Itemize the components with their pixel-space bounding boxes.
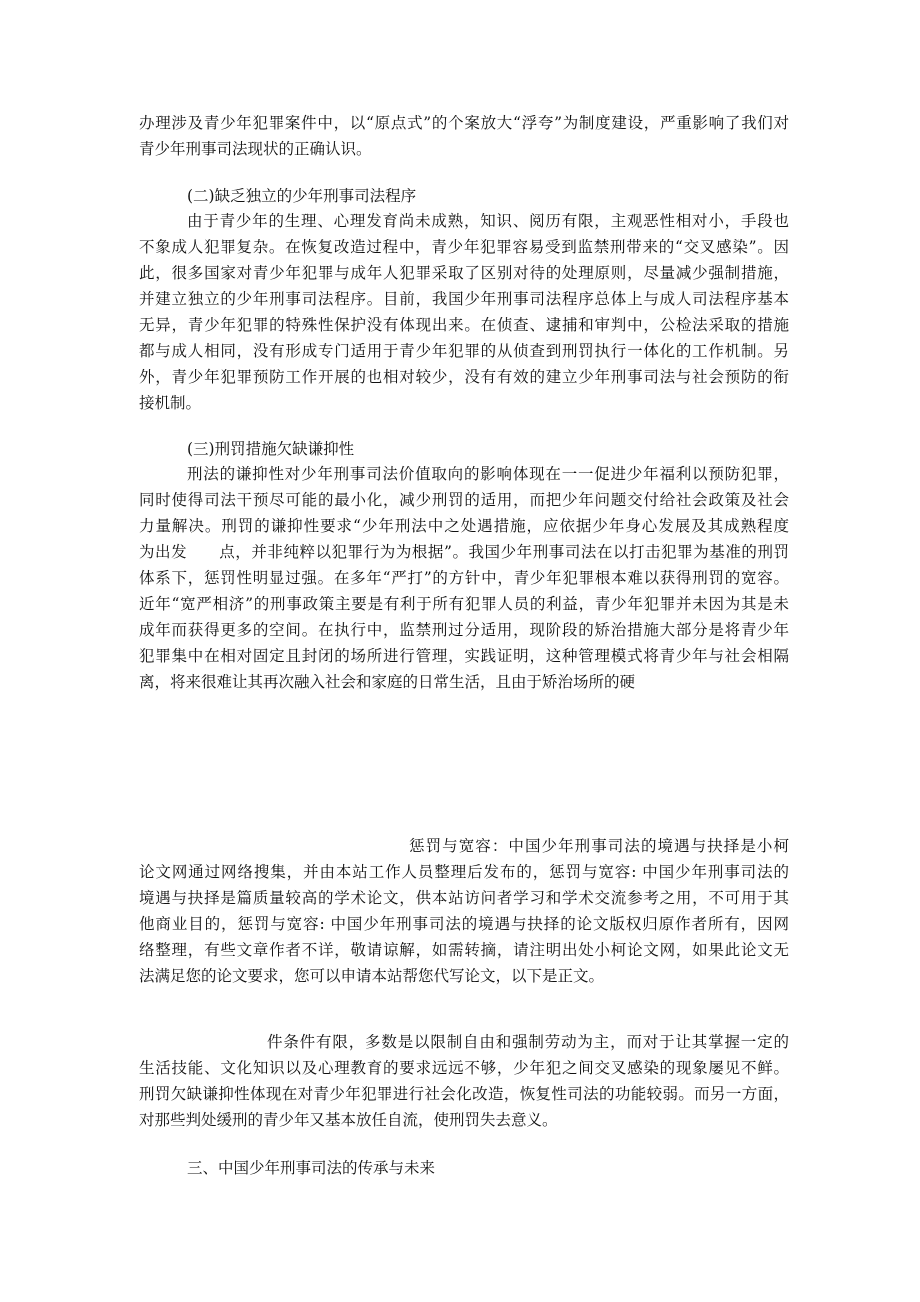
notice-line: 惩罚与宽容：中国少年刑事司法的境遇与抉择是小柯 xyxy=(409,837,789,855)
section-heading: 三、中国少年刑事司法的传承与未来 xyxy=(187,1159,436,1177)
paragraph-line: 近年“宽严相济”的刑事政策主要是有利于所有犯罪人员的利益，青少年犯罪并未因为其是未 xyxy=(139,595,789,613)
section-heading: (三)刑罚措施欠缺谦抑性 xyxy=(187,440,355,458)
paragraph-line: 不象成人犯罪复杂。在恢复改造过程中，青少年犯罪容易受到监禁刑带来的“交叉感染”。因 xyxy=(139,238,789,256)
paragraph-line: 对那些判处缓刑的青少年又基本放任自流，使刑罚失去意义。 xyxy=(139,1111,558,1129)
paragraph-line: 接机制。 xyxy=(139,394,202,412)
notice-line: 境遇与抉择是篇质量较高的学术论文，供本站访问者学习和学术交流参考之用，不可用于其 xyxy=(139,889,789,907)
paragraph-line: 力量解决。刑罚的谦抑性要求“少年刑法中之处遇措施，应依据少年身心发展及其成熟程度 xyxy=(139,517,789,535)
paragraph-line: 体系下，惩罚性明显过强。在多年“严打”的方针中，青少年犯罪根本难以获得刑罚的宽容。 xyxy=(139,569,789,587)
notice-line: 论文网通过网络搜集，并由本站工作人员整理后发布的，惩罚与宽容: 中国少年刑事司法的 xyxy=(139,863,789,881)
paragraph-line: 刑罚欠缺谦抑性体现在对青少年犯罪进行社会化改造，恢复性司法的功能较弱。而另一方面， xyxy=(139,1085,789,1103)
paragraph-line: 成年而获得更多的空间。在执行中，监禁刑过分适用，现阶段的矫治措施大部分是将青少年 xyxy=(139,621,789,639)
paragraph-line: 青少年刑事司法现状的正确认识。 xyxy=(139,140,372,158)
paragraph-line: 外，青少年犯罪预防工作开展的也相对较少，没有有效的建立少年刑事司法与社会预防的衔 xyxy=(139,368,789,386)
paragraph-line: 刑法的谦抑性对少年刑事司法价值取向的影响体现在一一促进少年福利以预防犯罪， xyxy=(187,465,789,483)
paragraph-line: 犯罪集中在相对固定且封闭的场所进行管理，实践证明，这种管理模式将青少年与社会相隔 xyxy=(139,647,789,665)
notice-line: 他商业目的，惩罚与宽容: 中国少年刑事司法的境遇与抉择的论文版权归原作者所有，因网 xyxy=(139,915,789,933)
paragraph-line: 无异，青少年犯罪的特殊性保护没有体现出来。在侦查、逮捕和审判中，公检法采取的措施 xyxy=(139,316,789,334)
paragraph-line: 都与成人相同，没有形成专门适用于青少年犯罪的从侦查到刑罚执行一体化的工作机制。另 xyxy=(139,342,789,360)
paragraph-line: 为出发 点，并非纯粹以犯罪行为为根据”。我国少年刑事司法在以打击犯罪为基准的刑罚 xyxy=(139,543,789,561)
paragraph-line: 此，很多国家对青少年犯罪与成年人犯罪采取了区别对待的处理原则，尽量减少强制措施， xyxy=(139,264,789,282)
paragraph-line: 离，将来很难让其再次融入社会和家庭的日常生活，且由于矫治场所的硬 xyxy=(139,673,636,691)
paragraph-line: 件条件有限，多数是以限制自由和强制劳动为主，而对于让其掌握一定的 xyxy=(267,1033,789,1051)
paragraph-line: 生活技能、文化知识以及心理教育的要求远远不够，少年犯之间交叉感染的现象屡见不鲜。 xyxy=(139,1059,789,1077)
notice-line: 法满足您的论文要求，您可以申请本站帮您代写论文，以下是正文。 xyxy=(139,967,605,985)
paragraph-line: 办理涉及青少年犯罪案件中，以“原点式”的个案放大“浮夸”为制度建设，严重影响了我们对 xyxy=(139,114,789,132)
notice-line: 络整理，有些文章作者不详，敬请谅解，如需转摘，请注明出处小柯论文网，如果此论文无 xyxy=(139,941,789,959)
section-heading: (二)缺乏独立的少年刑事司法程序 xyxy=(187,187,417,205)
paragraph-line: 由于青少年的生理、心理发育尚未成熟，知识、阅历有限，主观恶性相对小，手段也 xyxy=(187,212,789,230)
paragraph-line: 并建立独立的少年刑事司法程序。目前，我国少年刑事司法程序总体上与成人司法程序基本 xyxy=(139,290,789,308)
paragraph-line: 同时使得司法干预尽可能的最小化，减少刑罚的适用，而把少年问题交付给社会政策及社会 xyxy=(139,491,789,509)
